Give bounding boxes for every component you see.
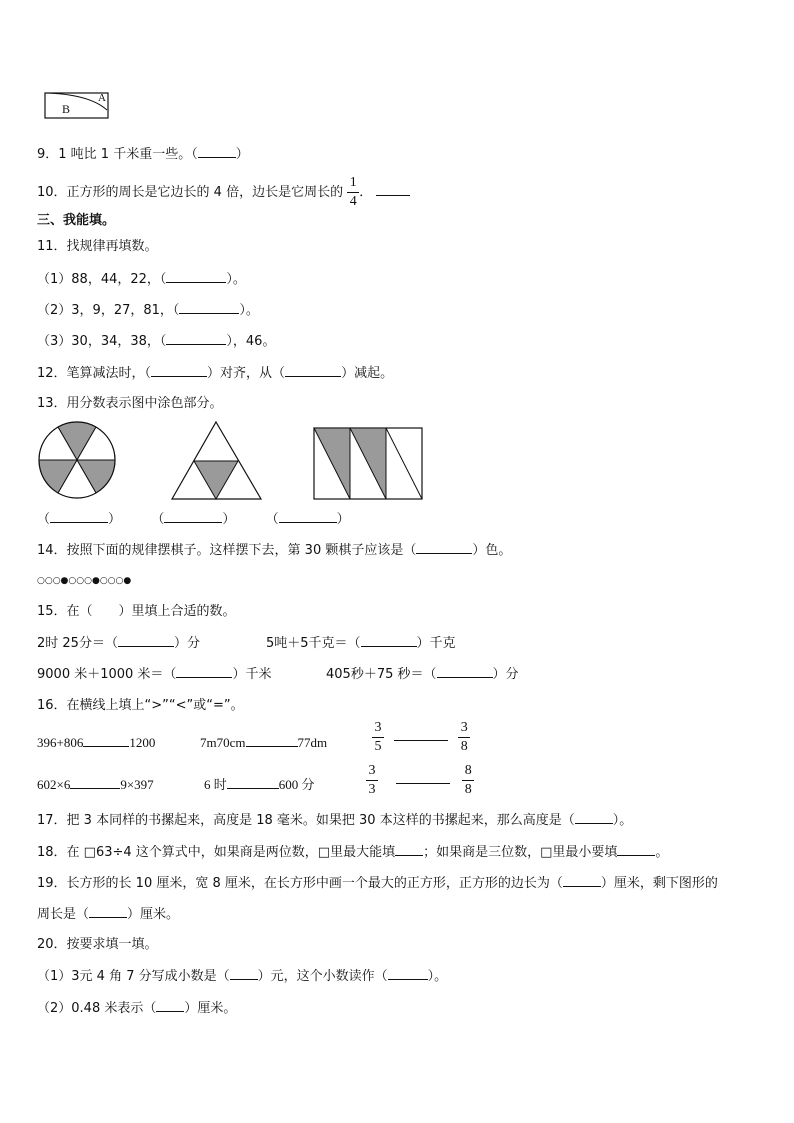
answer-blank[interactable] bbox=[50, 510, 108, 523]
answer-blank[interactable] bbox=[198, 145, 236, 158]
question-11-item-1: （1）88，44，22，（ ）。 bbox=[37, 272, 246, 287]
question-11-item-3: （3）30，34，38，（ ），46。 bbox=[37, 334, 276, 349]
compare-6: $\frac{3}{3} \frac{8}{8}$ bbox=[366, 763, 474, 798]
chess-pattern: ○○○●○○○●○○○● bbox=[37, 576, 132, 586]
compare-1: 396+806 1200 bbox=[37, 735, 156, 750]
answer-blank[interactable] bbox=[230, 967, 258, 980]
answer-blank[interactable] bbox=[227, 776, 279, 789]
triangle-figure bbox=[171, 421, 266, 501]
question-15-row-2b: 405秒＋75 秒＝（ ）分 bbox=[326, 667, 519, 682]
answer-blank[interactable] bbox=[166, 332, 226, 345]
answer-blank[interactable] bbox=[416, 541, 472, 554]
answer-blank[interactable] bbox=[70, 776, 120, 789]
circle-figure bbox=[37, 420, 117, 500]
question-11-title: 11．找规律再填数。 bbox=[37, 239, 158, 254]
question-14: 14．按照下面的规律摆棋子。这样摆下去，第 30 颗棋子应该是（ ）色。 bbox=[37, 543, 512, 558]
fraction-one-quarter: $\frac{1}{4}$ bbox=[347, 175, 359, 210]
answer-blank[interactable] bbox=[151, 364, 207, 377]
parallelogram-figure bbox=[313, 427, 428, 507]
question-17: 17．把 3 本同样的书摞起来，高度是 18 毫米。如果把 30 本这样的书摞起来，那么高度是（ ）。 bbox=[37, 813, 633, 828]
answer-blank[interactable] bbox=[176, 665, 232, 678]
answer-blank[interactable] bbox=[279, 510, 337, 523]
answer-blank[interactable] bbox=[388, 967, 428, 980]
section-heading: 三、我能填。 bbox=[37, 213, 116, 228]
answer-blank[interactable] bbox=[376, 183, 410, 196]
answer-blank[interactable] bbox=[164, 510, 222, 523]
question-15-row-2: 9000 米＋1000 米＝（ ）千米 bbox=[37, 667, 272, 682]
answer-blank[interactable] bbox=[394, 728, 448, 741]
question-13-answers: （ ） （ ） （ ） bbox=[37, 512, 350, 527]
answer-blank[interactable] bbox=[617, 843, 655, 856]
question-10: 10．正方形的周长是它边长的 4 倍，边长是它周长的 $\frac{1}{4}$． bbox=[37, 175, 410, 210]
question-12: 12．笔算减法时，（ ）对齐，从（ ）减起。 bbox=[37, 366, 394, 381]
question-20-title: 20．按要求填一填。 bbox=[37, 937, 158, 952]
answer-blank[interactable] bbox=[89, 905, 127, 918]
question-19-line-2: 周长是（ ）厘米。 bbox=[37, 907, 180, 922]
answer-blank[interactable] bbox=[361, 634, 417, 647]
compare-3: $\frac{3}{5} \frac{3}{8}$ bbox=[372, 720, 470, 755]
compare-2: 7m70cm 77dm bbox=[200, 735, 328, 750]
question-19-line-1: 19．长方形的长 10 厘米，宽 8 厘米，在长方形中画一个最大的正方形，正方形的边长为（ ）厘米，剩下图形的 bbox=[37, 876, 718, 891]
compare-5: 6 时 600 分 bbox=[204, 777, 315, 792]
figure-label-b: B bbox=[62, 102, 71, 116]
answer-blank[interactable] bbox=[118, 634, 174, 647]
question-15-row-1: 2时 25分＝（ ）分 bbox=[37, 636, 200, 651]
question-20-item-2: （2）0.48 米表示（ ）厘米。 bbox=[37, 1001, 237, 1016]
answer-blank[interactable] bbox=[437, 665, 493, 678]
answer-blank[interactable] bbox=[83, 734, 129, 747]
answer-blank[interactable] bbox=[166, 270, 226, 283]
answer-blank[interactable] bbox=[156, 999, 184, 1012]
answer-blank[interactable] bbox=[246, 734, 298, 747]
answer-blank[interactable] bbox=[285, 364, 341, 377]
question-20-item-1: （1）3元 4 角 7 分写成小数是（ ）元，这个小数读作（ ）。 bbox=[37, 969, 448, 984]
question-9: 9．1 吨比 1 千米重一些。（ ） bbox=[37, 147, 249, 162]
figure-label-a: A bbox=[98, 92, 106, 104]
answer-blank[interactable] bbox=[179, 301, 239, 314]
question-11-item-2: （2）3，9，27，81，（ ）。 bbox=[37, 303, 259, 318]
answer-blank[interactable] bbox=[575, 811, 613, 824]
compare-4: 602×6 9×397 bbox=[37, 777, 154, 792]
answer-blank[interactable] bbox=[395, 843, 423, 856]
question-18: 18．在 □63÷4 这个算式中，如果商是两位数，□里最大能填 ；如果商是三位数，□里最小要填 。 bbox=[37, 845, 669, 860]
question-15-title: 15．在（ ）里填上合适的数。 bbox=[37, 604, 236, 619]
question-13-title: 13．用分数表示图中涂色部分。 bbox=[37, 396, 223, 411]
answer-blank[interactable] bbox=[563, 874, 601, 887]
question-15-row-1b: 5吨＋5千克＝（ ）千克 bbox=[266, 636, 456, 651]
answer-blank[interactable] bbox=[396, 771, 450, 784]
question-16-title: 16．在横线上填上“>”“<”或“=”。 bbox=[37, 698, 244, 713]
